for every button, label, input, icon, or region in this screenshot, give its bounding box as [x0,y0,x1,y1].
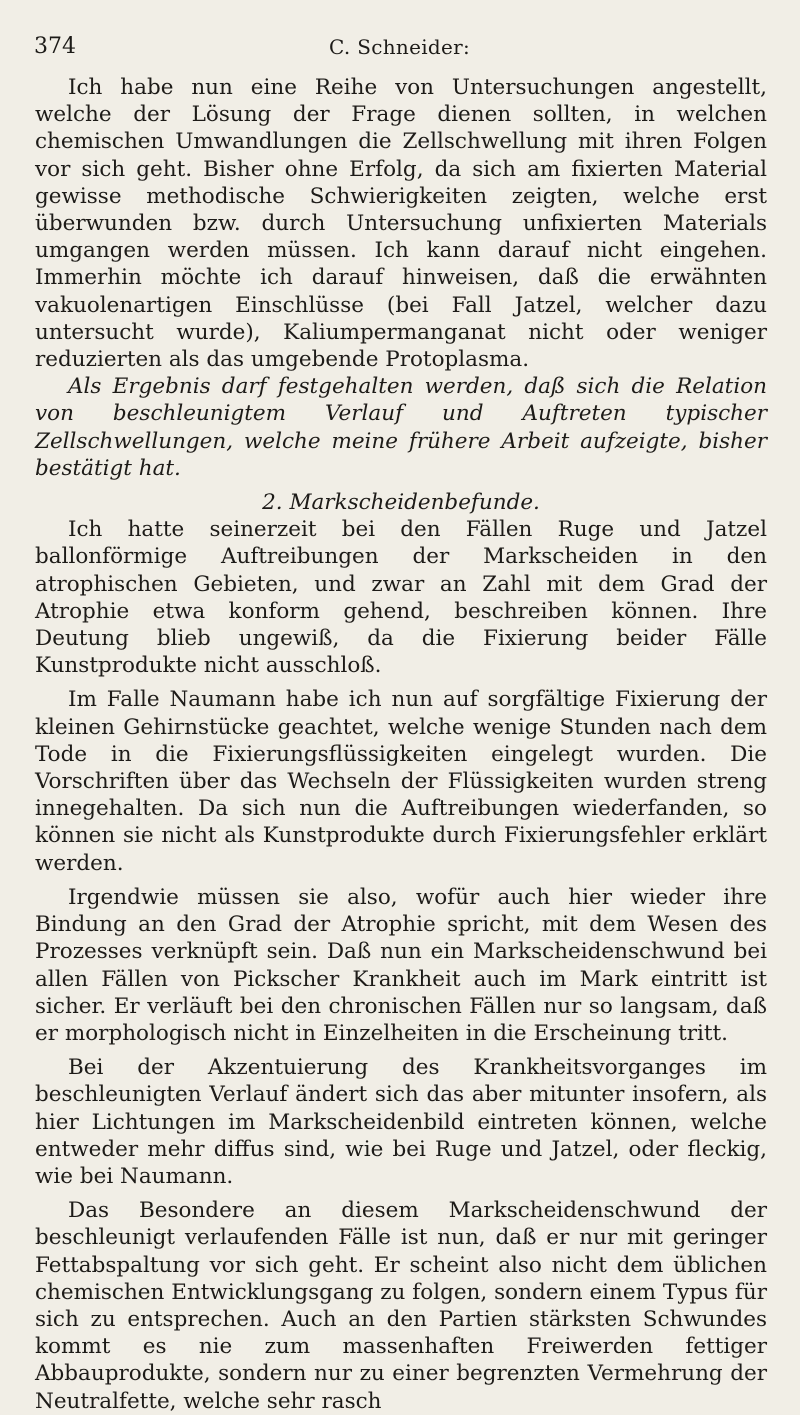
page-number: 374 [34,34,76,59]
paragraph: Das Besondere an diesem Markscheidenschwund der beschleunigt verlaufenden Fälle ist nun, daß er nur mit geringer Fettabspaltung vor sich geht. Er scheint also nicht dem üblichen chemischen Entwicklungsgang zu folgen, sondern einem Typus für sich zu entsprechen. Auch an den Partien stärksten Schwundes kommt es nie zum massenhaften Freiwerden fettiger Abbauprodukte, sondern nur zu einer begrenzten Vermehrung der Neutralfette, welche sehr rasch [35,1198,767,1414]
page-header [34,30,766,64]
paragraph: Ich habe nun eine Reihe von Untersuchungen angestellt, welche der Lösung der Frage dienen sollten, in welchen chemischen Umwandlungen die Zellschwellung mit ihren Folgen vor sich geht. Bisher ohne Erfolg, da sich am fixierten Material gewisse methodische Schwierigkeiten zeigten, welche erst überwunden bzw. durch Untersuchung unfixierten Materials umgangen werden müssen. Ich kann darauf nicht eingehen. Immerhin möchte ich darauf hinweisen, daß die erwähnten vakuolenartigen Einschlüsse (bei Fall Jatzel, welcher dazu untersucht wurde), Kaliumpermanganat nicht oder weniger reduzierten als das umgebende Protoplasma. [35,75,767,373]
paragraph: Ich hatte seinerzeit bei den Fällen Ruge und Jatzel ballonförmige Auftreibungen der Markscheiden in den atrophischen Gebieten, und zwar an Zahl mit dem Grad der Atrophie etwa konform gehend, beschreiben können. Ihre Deutung blieb ungewiß, da die Fixierung beider Fälle Kunstprodukte nicht ausschloß. [35,517,767,679]
paragraph: Im Falle Naumann habe ich nun auf sorgfältige Fixierung der kleinen Gehirnstücke geachtet, welche wenige Stunden nach dem Tode in die Fixierungsflüssigkeiten eingelegt wurden. Die Vorschriften über das Wechseln der Flüssigkeiten wurden streng innegehalten. Da sich nun die Auftreibungen wiederfanden, so können sie nicht als Kunstprodukte durch Fixierungsfehler erklärt werden. [35,687,767,876]
running-head: C. Schneider: [329,35,471,59]
emphasized-paragraph: Als Ergebnis darf festgehalten werden, daß sich die Relation von beschleunigtem Verlauf und Auftreten typischer Zellschwellungen, welche meine frühere Arbeit aufzeigte, bisher bestätigt hat. [35,374,767,481]
paragraph: Bei der Akzentuierung des Krankheitsvorganges im beschleunigten Verlauf ändert sich das aber mitunter insofern, als hier Lichtungen im Markscheidenbild eintreten können, welche entweder mehr diffus sind, wie bei Ruge und Jatzel, oder fleckig, wie bei Naumann. [35,1055,767,1189]
body-text [35,74,767,1415]
section-heading: 2. Markscheidenbefunde. [262,490,540,516]
paragraph: Irgendwie müssen sie also, wofür auch hier wieder ihre Bindung an den Grad der Atrophie spricht, mit dem Wesen des Prozesses verknüpft sein. Daß nun ein Markscheidenschwund bei allen Fällen von Pickscher Krankheit auch im Mark eintritt ist sicher. Er verläuft bei den chronischen Fällen nur so langsam, daß er morphologisch nicht in Einzelheiten in die Erscheinung tritt. [35,884,767,1046]
